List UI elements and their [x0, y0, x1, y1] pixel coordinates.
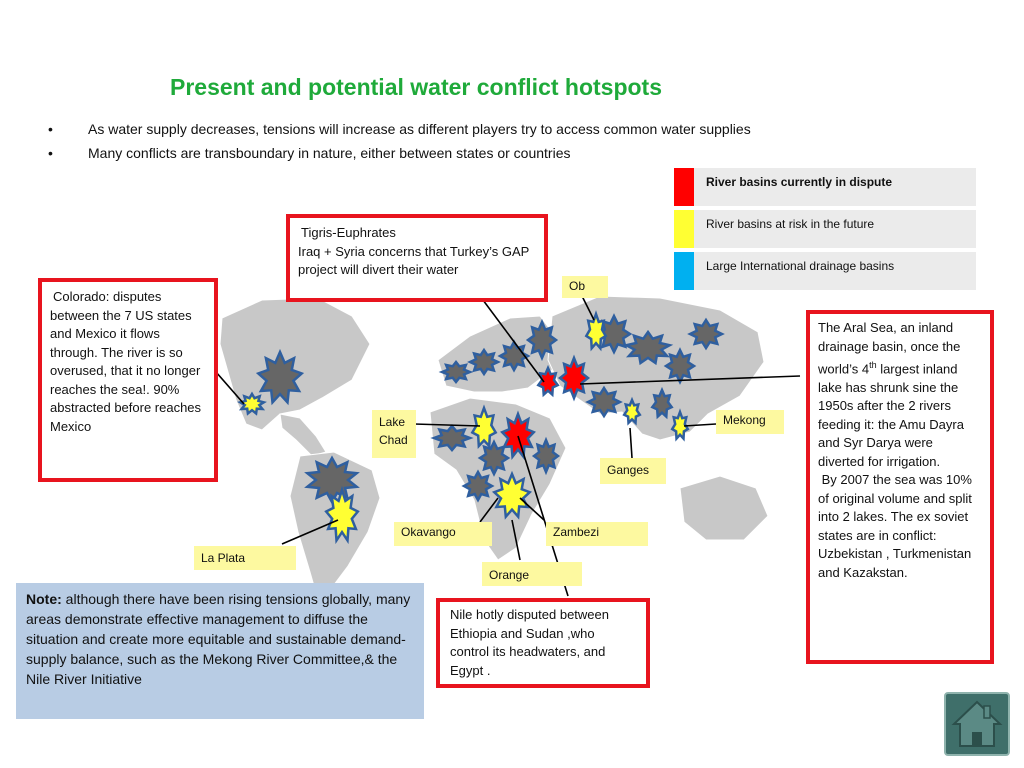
basin-west-africa — [434, 426, 470, 450]
legend — [674, 168, 976, 294]
callout-aral-sea: The Aral Sea, an inland drainage basin, once the world’s 4th largest inland lake has shrunk sine the 1950s after the 2 rivers feeding it: the Amu Dayra and Syr Darya were diverted for irrigation. By 2007 the sea was 10% of original volume and split into 2 lakes. The ex soviet states are in conflict: Uzbekistan , Turkmenistan and Kazakstan. — [806, 310, 994, 664]
bullet-2: • Many conflicts are transboundary in nature, either between states or countries — [48, 145, 571, 161]
callout-colorado: Colorado: disputes between the 7 US states and Mexico it flows through. The river is so overused, that it no longer reaches the sea!. 90% abstracted before reaches Mexico — [38, 278, 218, 482]
basin-amur — [690, 320, 722, 348]
bullet-1: • As water supply decreases, tensions will increase as different players try to access common water supplies — [48, 121, 751, 137]
home-icon — [946, 694, 1008, 754]
label-lake-chad: Lake Chad — [372, 410, 416, 458]
basin-europe-1 — [442, 362, 470, 382]
legend-item-dispute: River basins currently in dispute — [674, 168, 976, 206]
label-zambezi: Zambezi — [546, 522, 648, 546]
label-ob: Ob — [562, 276, 608, 298]
basin-europe-2 — [470, 350, 498, 374]
legend-item-drainage: Large International drainage basins — [674, 252, 976, 290]
home-button[interactable] — [944, 692, 1010, 756]
central-america-land — [280, 414, 326, 456]
legend-swatch-red — [674, 168, 694, 206]
callout-nile: Nile hotly disputed between Ethiopia and Sudan ,who control its headwaters, and Egypt . — [436, 598, 650, 688]
australia-land — [680, 476, 768, 540]
legend-swatch-blue — [674, 252, 694, 290]
label-la-plata: La Plata — [194, 546, 296, 570]
basin-europe-4 — [528, 322, 556, 358]
label-ganges: Ganges — [600, 458, 666, 484]
note-box: Note: although there have been rising tensions globally, many areas demonstrate effective management to diffuse the situation and create more equitable and sustainable demand-supply balance, such as the Mekong River Committee,& the Nile River Initiative — [16, 583, 424, 719]
basin-russia-3 — [666, 350, 694, 382]
label-orange: Orange — [482, 562, 582, 586]
callout-tigris-euphrates: Tigris-Euphrates Iraq + Syria concerns that Turkey’s GAP project will divert their water — [286, 214, 548, 302]
page-title: Present and potential water conflict hotspots — [170, 74, 663, 100]
basin-aral — [560, 358, 588, 398]
label-okavango: Okavango — [394, 522, 492, 546]
basin-congo — [464, 472, 492, 500]
basin-indus — [588, 388, 620, 416]
label-mekong: Mekong — [716, 410, 784, 434]
basin-east-africa — [534, 440, 558, 472]
legend-item-risk: River basins at risk in the future — [674, 210, 976, 248]
legend-swatch-yellow — [674, 210, 694, 248]
leader-ganges — [630, 428, 632, 458]
